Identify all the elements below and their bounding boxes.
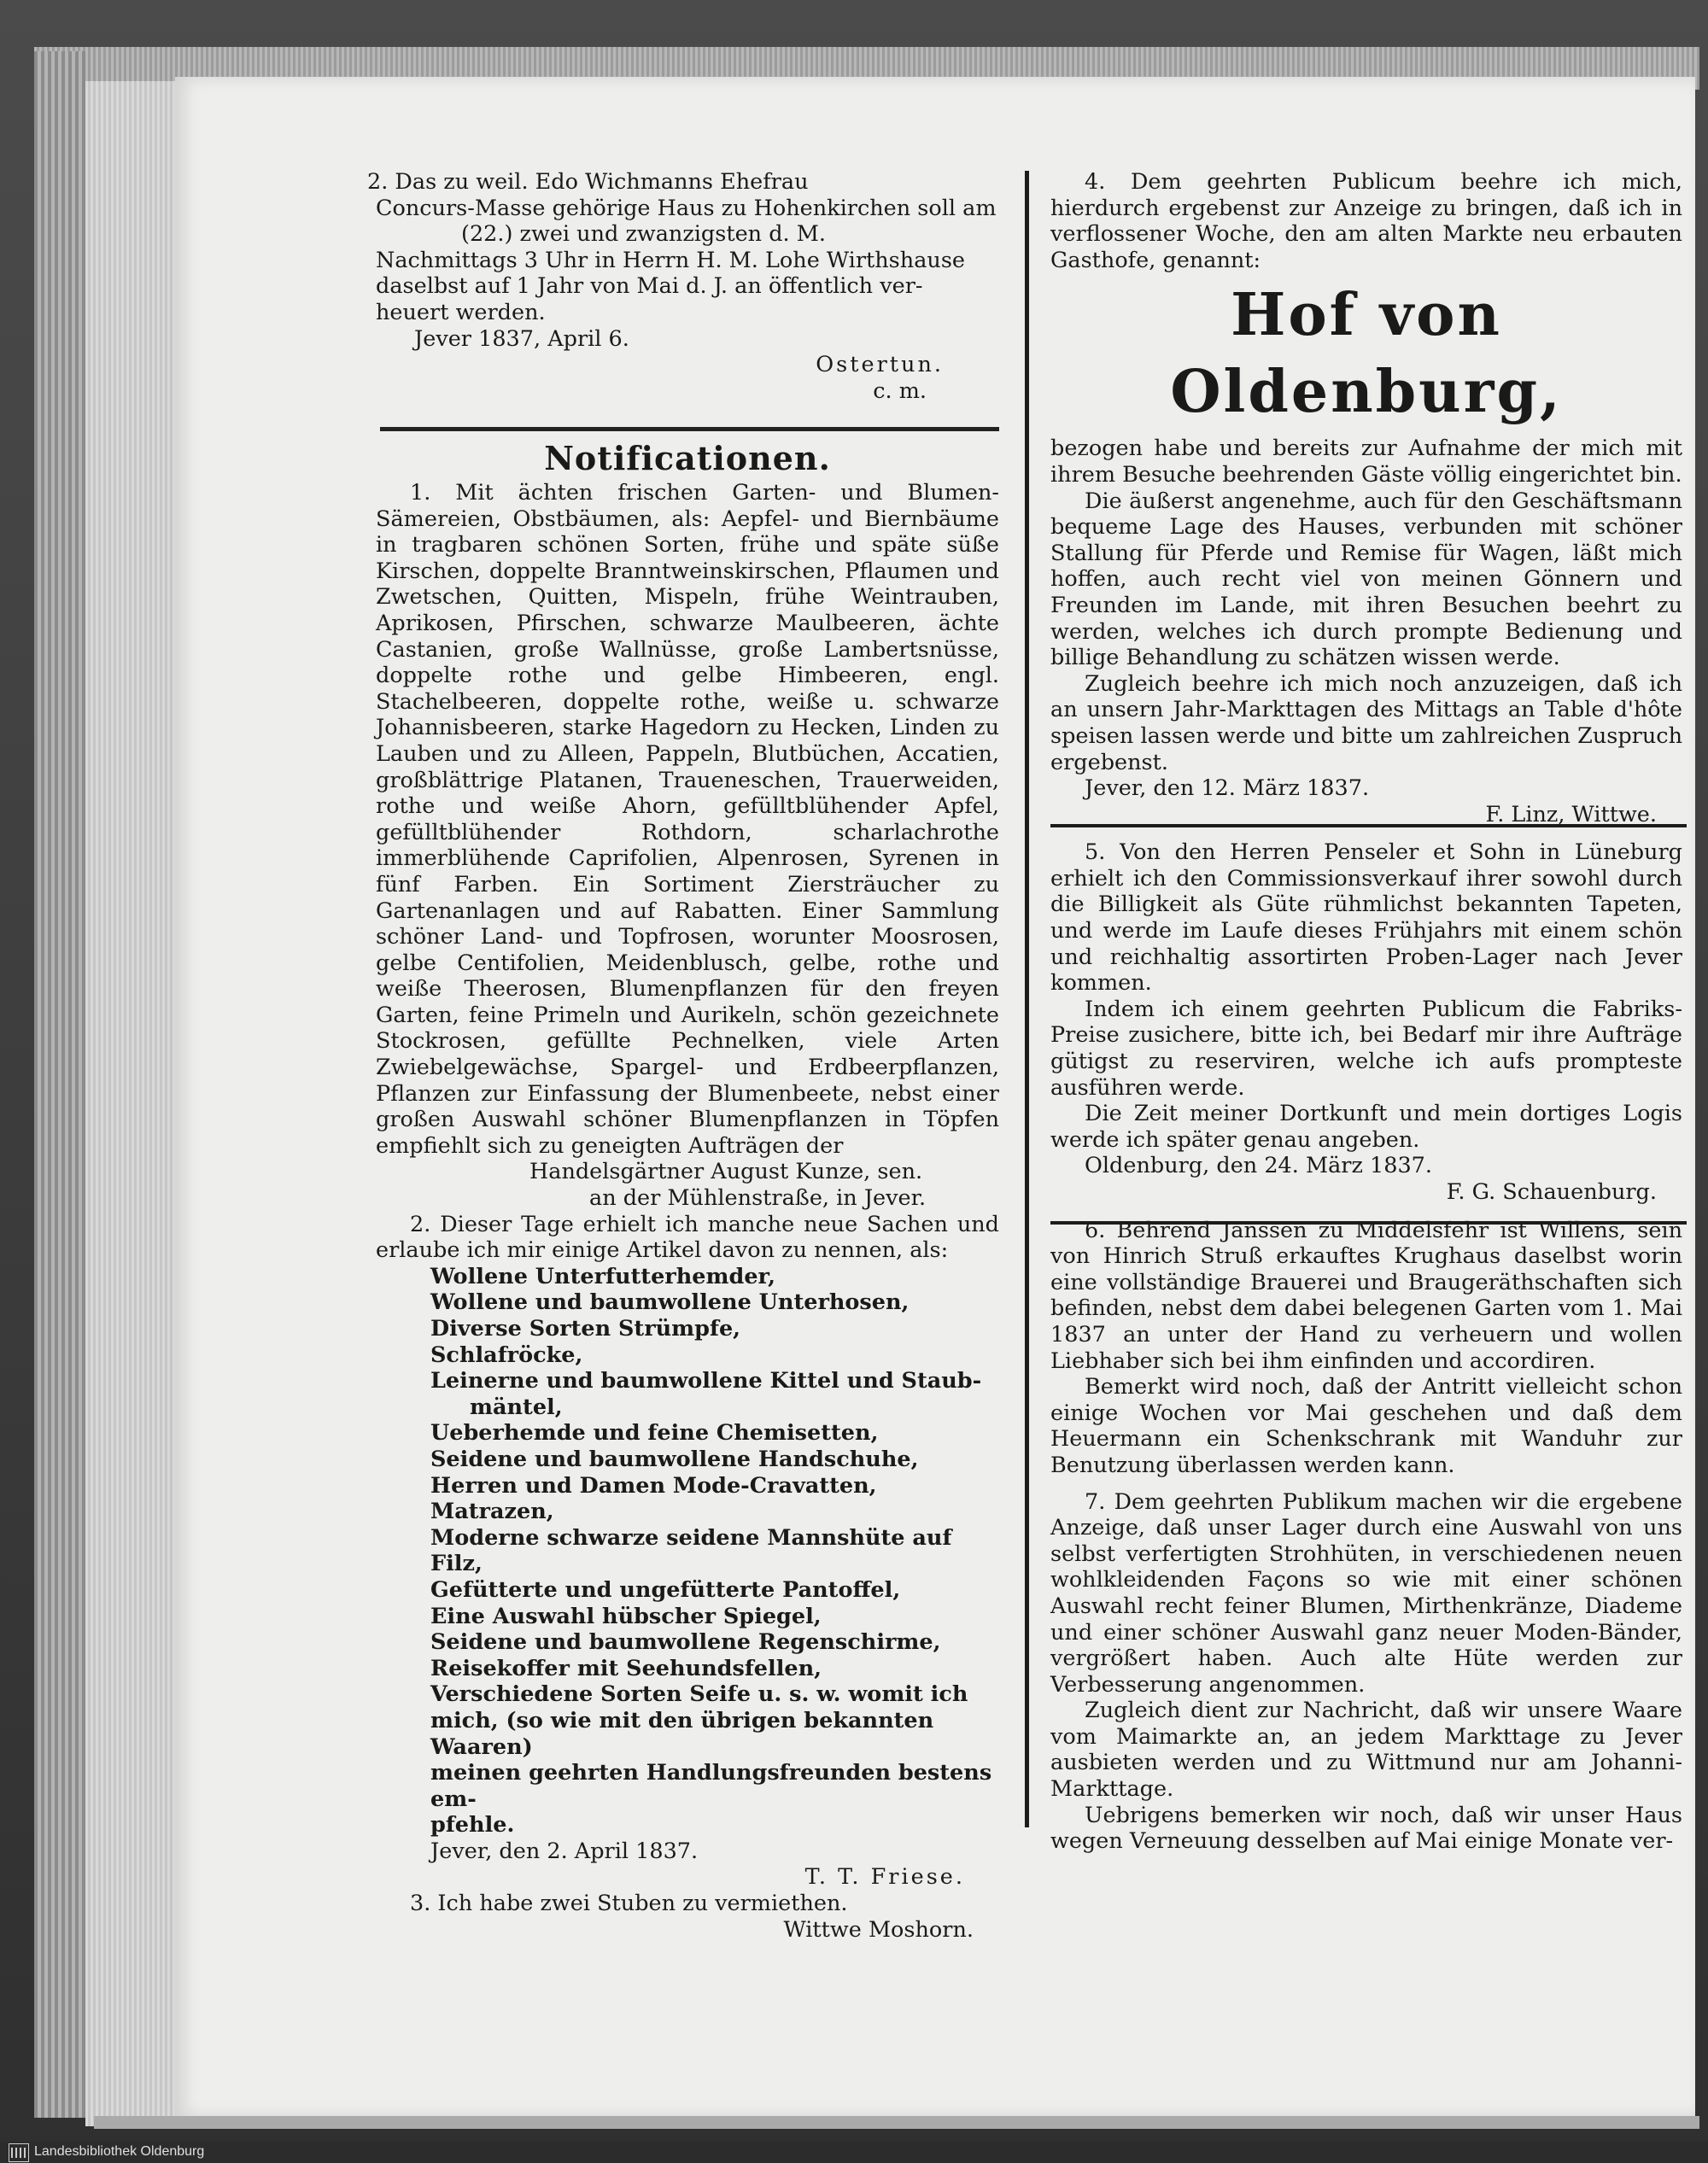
library-logo-icon	[9, 2143, 29, 2162]
library-name: Landesbibliothek Oldenburg	[34, 2144, 205, 2159]
notice-2-date: Jever, den 2. April 1837.	[430, 1838, 699, 1864]
notice-2-intro: 2. Dieser Tage erhielt ich manche neue Sachen und erlaube ich mir einige Artikel davon zu nennen, als:	[376, 1211, 999, 1264]
page-edges	[85, 81, 179, 2126]
notice-3-text: 3. Ich habe zwei Stuben zu vermiethen.	[410, 1891, 848, 1917]
notice-4-paragraph: Zugleich beehre ich mich noch anzuzeigen, daß ich an unsern Jahr-Markttagen des Mittags an Table d'hôte speisen lassen werde und bitte um zahlreichen Zuspruch ergebenst.	[1050, 670, 1682, 775]
list-item: Eine Auswahl hübscher Spiegel,	[430, 1603, 822, 1629]
notice-5-paragraph: Die Zeit meiner Dortkunft und mein dortiges Logis werde ich später genau angeben.	[1050, 1101, 1682, 1153]
notice-4-date: Jever, den 12. März 1837.	[1085, 775, 1370, 802]
notice-6-paragraph: Bemerkt wird noch, daß der Antritt vielleicht schon einige Wochen vor Mai geschehen und daß dem Heuermann ein Schenkschrank mit Wanduhr zur Benutzung überlassen werden kann.	[1050, 1374, 1682, 1478]
list-item: Seidene und baumwollene Handschuhe,	[430, 1446, 919, 1472]
notice-2-top	[205, 169, 1003, 404]
signature-suffix: c. m.	[873, 377, 927, 404]
list-item: Reisekoffer mit Seehundsfellen,	[430, 1655, 822, 1681]
notice-7-paragraph: Uebrigens bemerken wir noch, daß wir unser Haus wegen Verneuung desselben auf Mai einige Monate ver-	[1050, 1802, 1682, 1855]
notice-4-signature: F. Linz, Wittwe.	[1485, 801, 1657, 827]
section-rule	[380, 427, 999, 431]
footer-bar	[0, 2142, 1708, 2163]
list-item: Ueberhemde und feine Chemisetten,	[430, 1420, 879, 1447]
notice-2-signature: T. T. Friese.	[804, 1864, 965, 1891]
notice-5-paragraph: Indem ich einem geehrten Publicum die Fabriks-Preise zusichere, bitte ich, bei Bedarf mir ihre Aufträge gütigst zu reserviren, welche ich aufs prompteste ausführen werde.	[1050, 996, 1682, 1101]
right-column	[1050, 169, 1682, 1855]
list-item: Leinerne und baumwollene Kittel und Staub-	[430, 1368, 982, 1394]
book-bottom-edge	[94, 2116, 1699, 2129]
notice-5-text: 5. Von den Herren Penseler et Sohn in Lüneburg erhielt ich den Commissionsverkauf ihrer sowohl durch die Billigkeit als Güte rühmlichst bekannten Tapeten, und werde im Laufe dieses Frühjahrs mit einem schön und reichhaltig assortirten Proben-Lager nach Jever kommen.	[1050, 839, 1682, 997]
notice-5-date: Oldenburg, den 24. März 1837.	[1085, 1153, 1433, 1179]
text-line: heuert werden.	[376, 299, 546, 325]
text-line: (22.) zwei und zwanzigsten d. M.	[461, 221, 826, 248]
list-item: Moderne schwarze seidene Mannshüte auf Filz,	[430, 1524, 952, 1577]
list-item: Matrazen,	[430, 1499, 554, 1525]
notice-1-text: 1. Mit ächten frischen Garten- und Blumen-Sämereien, Obstbäumen, als: Aepfel- und Biernbäume in tragbaren schönen Sorten, frühe und späte süße Kirschen, doppelte Branntweinskirschen, Pflaumen und Zwetschen, Quitten, Mispeln, frühe Weintrauben, Aprikosen, Pfirschen, schwarze Maulbeeren, ächte Castanien, große Wallnüsse, große Lambertsnüsse, doppelte rothe und gelbe Himbeeren, engl. Stachelbeeren, doppelte rothe, weiße u. schwarze Johannisbeeren, starke Hagedorn zu Hecken, Linden zu Lauben und zu Alleen, Pappeln, Blutbüchen, Accatien, großblättrige Platanen, Traueneschen, Trauerweiden, rothe und weiße Ahorn, gefülltblühender Apfel, gefülltblühender Rothdorn, scharlachrothe immerblühende Caprifolien, Alpenrosen, Syrenen in fünf Farben. Ein Sortiment Ziersträucher zu Gartenanlagen und auf Rabatten. Einer Sammlung schöner Land- und Topfrosen, worunter Moosrosen, gelbe Centifolien, Meidenblusch, gelbe, rothe und weiße Theerosen, Blumenpflanzen für den freyen Garten, feine Primeln und Aurikeln, schön gezeichnete Stockrosen, gefüllte Pechnelken, viele Arten Zwiebelgewächse, Spargel- und Erdbeerpflanzen, Pflanzen zur Einfassung der Blumenbeete, nebst einer großen Auswahl schöner Blumenpflanzen in Töpfen empfiehlt sich zu geneigten Aufträgen der	[376, 480, 999, 1159]
list-item: Gefütterte und ungefütterte Pantoffel,	[430, 1576, 901, 1603]
notice-4-paragraph: Die äußerst angenehme, auch für den Geschäftsmann bequeme Lage des Hauses, verbunden mit schöner Stallung für Pferde und Remise für Wagen, läßt mich hoffen, auch recht viel von meinen Gönnern und Freunden im Lande, mit ihren Besuchen beehrt zu werden, welches ich durch prompte Bedienung und billige Behandlung zu schätzen wissen werde.	[1050, 488, 1682, 671]
list-item: mäntel,	[470, 1394, 563, 1420]
list-item: Wollene Unterfutterhemder,	[430, 1263, 776, 1289]
list-item: mich, (so wie mit den übrigen bekannten Waaren)	[430, 1707, 934, 1760]
list-item: Wollene und baumwollene Unterhosen,	[430, 1289, 910, 1316]
notice-3-signature: Wittwe Moshorn.	[783, 1916, 974, 1943]
book-spine	[34, 51, 85, 2118]
date-line: Jever 1837, April 6.	[414, 325, 629, 352]
text-line: 2. Das zu weil. Edo Wichmanns Ehefrau	[367, 169, 809, 195]
list-item: Seidene und baumwollene Regenschirme,	[430, 1629, 941, 1656]
left-column	[205, 169, 1003, 404]
list-item: Verschiedene Sorten Seife u. s. w. womit ich	[430, 1681, 968, 1708]
article-list	[376, 1264, 999, 1839]
left-column-main	[376, 437, 999, 1943]
notice-1-signature: Handelsgärtner August Kunze, sen.	[529, 1159, 923, 1185]
text-line: daselbst auf 1 Jahr von Mai d. J. an öffentlich ver-	[376, 273, 923, 300]
list-item: Diverse Sorten Strümpfe,	[430, 1316, 741, 1342]
notice-4-text-2: bezogen habe und bereits zur Aufnahme der mich mit ihrem Besuche beehrenden Gäste völlig eingerichtet bin.	[1050, 436, 1682, 488]
notice-6-text: 6. Behrend Janssen zu Middelsfehr ist Willens, sein von Hinrich Struß erkauftes Krughaus daselbst worin eine vollständige Brauerei und Braugeräthschaften sich befinden, nebst dem dabei belegenen Garten vom 1. Mai 1837 an unter der Hand zu verheuern und wollen Liebhaber sich bei ihm einfinden und accordiren.	[1050, 1217, 1682, 1374]
notice-7-text: 7. Dem geehrten Publikum machen wir die ergebene Anzeige, daß unser Lager durch eine Auswahl von uns selbst verfertigten Strohhüten, in verschiedenen neuen wohlkleidenden Façons so wie mit einer schönen Auswahl recht feiner Blumen, Mirthenkränze, Diademe und einer schöner Auswahl ganz neuer Moden-Bänder, vergrößert haben. Auch alte Hüte werden zur Verbesserung angenommen.	[1050, 1488, 1682, 1698]
list-item: pfehle.	[430, 1812, 515, 1839]
list-item: meinen geehrten Handlungsfreunden bestens em-	[430, 1760, 992, 1812]
list-item: Herren und Damen Mode-Cravatten,	[430, 1472, 877, 1499]
notice-7-paragraph: Zugleich dient zur Nachricht, daß wir unsere Waare vom Maimarkte an, an jedem Markttage zu Jever ausbieten werden und zu Wittmund nur am Johanni-Markttage.	[1050, 1698, 1682, 1803]
column-divider	[1025, 171, 1029, 1827]
list-item: Schlafröcke,	[430, 1342, 583, 1368]
signature: Ostertun.	[816, 352, 944, 378]
text-line: Nachmittags 3 Uhr in Herrn H. M. Lohe Wirthshause	[376, 247, 965, 273]
section-heading: Notificationen.	[544, 439, 831, 477]
inn-title: Hof von Oldenburg,	[1170, 281, 1563, 427]
text-line: Concurs-Masse gehörige Haus zu Hohenkirchen soll am	[376, 195, 997, 221]
notice-1-address: an der Mühlenstraße, in Jever.	[589, 1185, 927, 1212]
notice-4-text: 4. Dem geehrten Publicum beehre ich mich, hierdurch ergebenst zur Anzeige zu bringen, daß ich in verflossener Woche, den am alten Markte neu erbauten Gasthofe, genannt:	[1050, 169, 1682, 273]
notice-5-signature: F. G. Schauenburg.	[1446, 1179, 1657, 1205]
